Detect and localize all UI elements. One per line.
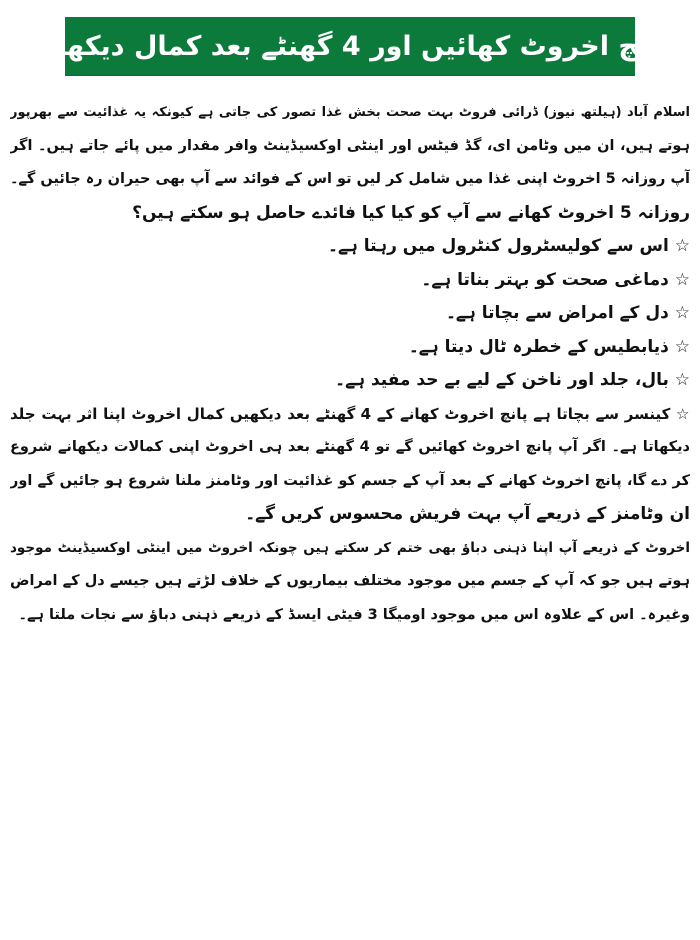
article-line: روزانہ 5 اخروٹ کھانے سے آپ کو کیا کیا فائدے حاصل ہو سکتے ہیں؟ [132, 202, 690, 223]
article-line: ☆ دماغی صحت کو بہتر بناتا ہے۔ [421, 269, 690, 290]
article-line: ☆ کینسر سے بچاتا ہے پانچ اخروٹ کھانے کے 4 گھنٹے بعد دیکھیں کمال اخروٹ اپنا اثر بہت جلد [10, 404, 690, 423]
header [0, 0, 700, 92]
article-line: آپ روزانہ 5 اخروٹ اپنی غذا میں شامل کر لیں تو اس کے فوائد سے آپ بھی حیران رہ جائیں گے۔ [10, 171, 690, 187]
article-line: ☆ دل کے امراض سے بچاتا ہے۔ [445, 303, 690, 323]
article-line: وغیرہ۔ اس کے علاوہ اس میں موجود اومیگا 3 فیٹی ایسڈ کے ذریعے ذہنی دباؤ سے نجات ملتا ہے۔ [18, 606, 690, 623]
article-line: ان وٹامنز کے ذریعے آپ بہت فریش محسوس کریں گے۔ [245, 504, 690, 524]
article-line: کر دے گا، پانچ اخروٹ کھانے کے بعد آپ کے جسم کو غذائیت اور وٹامنز ملنا شروع ہو جائیں گے اور [10, 472, 690, 489]
title-banner: پانچ اخروٹ کھائیں اور 4 گھنٹے بعد کمال دیکھیں [65, 17, 635, 75]
article-line: ☆ ذیابطیس کے خطرہ ٹال دیتا ہے۔ [408, 336, 690, 357]
article-line: ☆ اس سے کولیسٹرول کنٹرول میں رہتا ہے۔ [327, 236, 690, 256]
article-body [10, 96, 690, 936]
article-line: ہوتے ہیں جو کہ آپ کے جسم میں موجود مختلف بیماریوں کے خلاف لڑتے ہیں جیسے دل کے امراض [10, 573, 690, 589]
article-line: ہوتے ہیں، ان میں وٹامن ای، گڈ فیٹس اور اینٹی اوکسیڈینٹ وافر مقدار میں پائے جاتے ہیں۔ اگر [10, 137, 690, 154]
article-line: دیکھاتا ہے۔ اگر آپ پانچ اخروٹ کھائیں گے تو 4 گھنٹے بعد ہی اخروٹ اپنی کمالات دیکھانے شروع [10, 439, 690, 455]
article-line: اسلام آباد (ہیلتھ نیوز) ڈرائی فروٹ بہت صحت بخش غذا تصور کی جاتی ہے کیونکہ یہ غذائیت سے بھرپور [10, 105, 690, 120]
article-line: اخروٹ کے ذریعے آپ اپنا ذہنی دباؤ بھی ختم کر سکتے ہیں چونکہ اخروٹ میں اینٹی اوکسیڈینٹ موجود [10, 539, 690, 556]
article-line: ☆ بال، جلد اور ناخن کے لیے بے حد مفید ہے۔ [335, 370, 690, 390]
